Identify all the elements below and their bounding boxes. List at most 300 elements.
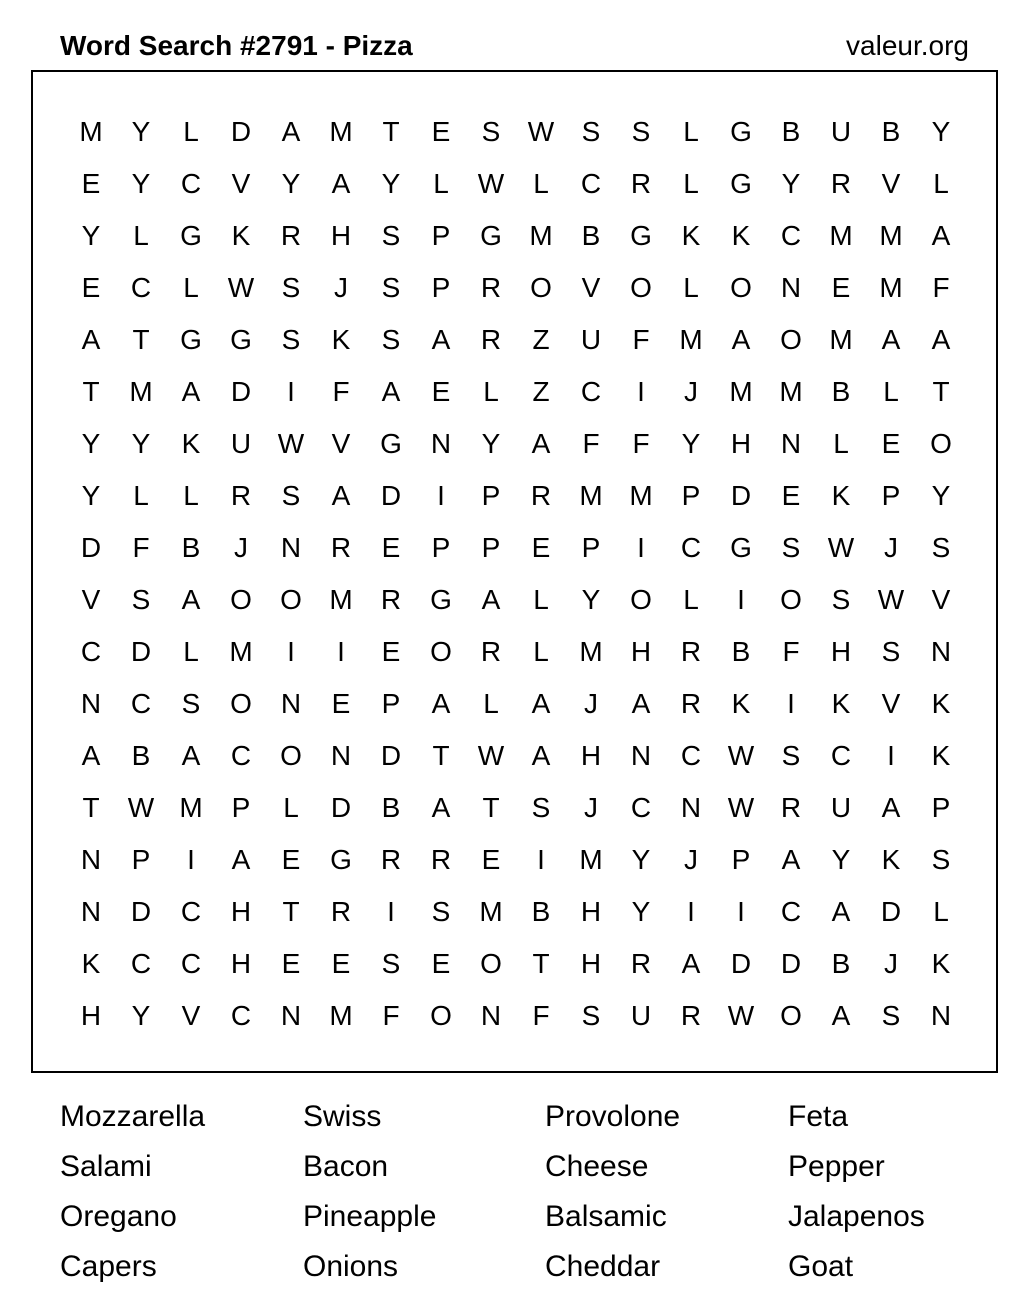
grid-cell[interactable]: L <box>933 896 949 927</box>
grid-cell[interactable]: M <box>529 220 553 251</box>
grid-cell[interactable]: M <box>479 896 503 927</box>
grid-cell[interactable]: G <box>730 532 752 563</box>
grid-cell[interactable]: W <box>727 792 755 823</box>
grid-cell[interactable]: P <box>931 792 951 823</box>
grid-cell[interactable]: Y <box>781 168 801 199</box>
grid-cell[interactable]: V <box>581 272 601 303</box>
grid-cell[interactable]: A <box>531 428 551 459</box>
grid-cell[interactable]: G <box>430 584 452 615</box>
grid-cell[interactable]: S <box>431 896 451 927</box>
grid-cell[interactable]: O <box>780 324 802 355</box>
grid-cell[interactable]: G <box>730 116 752 147</box>
grid-cell[interactable]: R <box>330 532 352 563</box>
grid-cell[interactable]: H <box>830 636 852 667</box>
grid-cell[interactable]: E <box>781 480 801 511</box>
grid-cell[interactable]: N <box>630 740 652 771</box>
grid-cell[interactable]: U <box>830 792 852 823</box>
grid-cell[interactable]: F <box>632 428 650 459</box>
grid-cell[interactable]: C <box>780 896 802 927</box>
grid-cell[interactable]: C <box>630 792 652 823</box>
grid-cell[interactable]: O <box>630 272 652 303</box>
grid-cell[interactable]: C <box>130 272 152 303</box>
grid-cell[interactable]: S <box>581 1000 601 1031</box>
grid-cell[interactable]: C <box>180 948 202 979</box>
grid-cell[interactable]: L <box>683 168 699 199</box>
grid-cell[interactable]: R <box>480 636 502 667</box>
grid-cell[interactable]: D <box>730 948 752 979</box>
grid-cell[interactable]: J <box>334 272 348 303</box>
grid-cell[interactable]: E <box>381 532 401 563</box>
grid-cell[interactable]: L <box>933 168 949 199</box>
grid-cell[interactable]: L <box>683 272 699 303</box>
grid-cell[interactable]: S <box>481 116 501 147</box>
grid-cell[interactable]: R <box>230 480 252 511</box>
grid-cell[interactable]: P <box>431 272 451 303</box>
grid-cell[interactable]: T <box>432 740 450 771</box>
grid-cell[interactable]: D <box>380 740 402 771</box>
grid-cell[interactable]: S <box>931 532 951 563</box>
grid-cell[interactable]: C <box>130 688 152 719</box>
grid-cell[interactable]: A <box>331 168 351 199</box>
grid-cell[interactable]: S <box>531 792 551 823</box>
grid-cell[interactable]: G <box>380 428 402 459</box>
grid-cell[interactable]: E <box>281 844 301 875</box>
grid-cell[interactable]: P <box>131 844 151 875</box>
grid-cell[interactable]: W <box>477 740 505 771</box>
grid-cell[interactable]: J <box>684 376 698 407</box>
grid-cell[interactable]: M <box>829 324 853 355</box>
grid-cell[interactable]: C <box>230 740 252 771</box>
grid-cell[interactable]: W <box>127 792 155 823</box>
grid-cell[interactable]: O <box>780 584 802 615</box>
grid-cell[interactable]: L <box>183 636 199 667</box>
grid-cell[interactable]: E <box>531 532 551 563</box>
grid-cell[interactable]: O <box>280 584 302 615</box>
grid-cell[interactable]: Y <box>831 844 851 875</box>
grid-cell[interactable]: U <box>630 1000 652 1031</box>
grid-cell[interactable]: P <box>731 844 751 875</box>
grid-cell[interactable]: R <box>630 948 652 979</box>
grid-cell[interactable]: M <box>329 584 353 615</box>
grid-cell[interactable]: B <box>881 116 901 147</box>
grid-cell[interactable]: B <box>831 376 851 407</box>
grid-cell[interactable]: M <box>329 1000 353 1031</box>
grid-cell[interactable]: A <box>81 740 101 771</box>
grid-cell[interactable]: A <box>431 792 451 823</box>
grid-cell[interactable]: I <box>337 636 345 667</box>
grid-cell[interactable]: C <box>780 220 802 251</box>
grid-cell[interactable]: B <box>131 740 151 771</box>
grid-cell[interactable]: O <box>930 428 952 459</box>
grid-cell[interactable]: B <box>781 116 801 147</box>
grid-cell[interactable]: Y <box>581 584 601 615</box>
grid-cell[interactable]: G <box>230 324 252 355</box>
grid-cell[interactable]: N <box>80 896 102 927</box>
grid-cell[interactable]: L <box>833 428 849 459</box>
grid-cell[interactable]: S <box>631 116 651 147</box>
grid-cell[interactable]: B <box>381 792 401 823</box>
grid-cell[interactable]: M <box>579 844 603 875</box>
grid-cell[interactable]: I <box>637 376 645 407</box>
grid-cell[interactable]: B <box>581 220 601 251</box>
grid-cell[interactable]: L <box>533 168 549 199</box>
grid-cell[interactable]: P <box>231 792 251 823</box>
grid-cell[interactable]: V <box>231 168 251 199</box>
grid-cell[interactable]: A <box>881 792 901 823</box>
grid-cell[interactable]: K <box>731 688 751 719</box>
grid-cell[interactable]: F <box>532 1000 550 1031</box>
grid-cell[interactable]: P <box>481 532 501 563</box>
grid-cell[interactable]: D <box>780 948 802 979</box>
grid-cell[interactable]: L <box>133 480 149 511</box>
grid-cell[interactable]: N <box>430 428 452 459</box>
grid-cell[interactable]: S <box>131 584 151 615</box>
grid-cell[interactable]: A <box>381 376 401 407</box>
grid-cell[interactable]: U <box>580 324 602 355</box>
grid-cell[interactable]: R <box>530 480 552 511</box>
grid-cell[interactable]: P <box>481 480 501 511</box>
grid-cell[interactable]: S <box>881 1000 901 1031</box>
grid-cell[interactable]: E <box>481 844 501 875</box>
grid-cell[interactable]: E <box>281 948 301 979</box>
grid-cell[interactable]: S <box>281 480 301 511</box>
grid-cell[interactable]: W <box>227 272 255 303</box>
grid-cell[interactable]: L <box>533 584 549 615</box>
grid-cell[interactable]: T <box>932 376 950 407</box>
grid-cell[interactable]: P <box>381 688 401 719</box>
grid-cell[interactable]: R <box>830 168 852 199</box>
grid-cell[interactable]: R <box>680 1000 702 1031</box>
grid-cell[interactable]: N <box>80 688 102 719</box>
grid-cell[interactable]: Z <box>532 376 550 407</box>
grid-cell[interactable]: I <box>187 844 195 875</box>
grid-cell[interactable]: H <box>730 428 752 459</box>
grid-cell[interactable]: F <box>582 428 600 459</box>
grid-cell[interactable]: E <box>831 272 851 303</box>
grid-cell[interactable]: R <box>480 272 502 303</box>
grid-cell[interactable]: A <box>481 584 501 615</box>
grid-cell[interactable]: K <box>931 740 951 771</box>
grid-cell[interactable]: V <box>881 688 901 719</box>
grid-cell[interactable]: M <box>179 792 203 823</box>
grid-cell[interactable]: R <box>280 220 302 251</box>
grid-cell[interactable]: C <box>230 1000 252 1031</box>
grid-cell[interactable]: L <box>483 376 499 407</box>
grid-cell[interactable]: V <box>181 1000 201 1031</box>
grid-cell[interactable]: N <box>680 792 702 823</box>
grid-cell[interactable]: Y <box>681 428 701 459</box>
grid-cell[interactable]: P <box>581 532 601 563</box>
grid-cell[interactable]: S <box>781 532 801 563</box>
grid-cell[interactable]: L <box>533 636 549 667</box>
grid-cell[interactable]: O <box>430 636 452 667</box>
grid-cell[interactable]: R <box>380 584 402 615</box>
grid-cell[interactable]: I <box>387 896 395 927</box>
grid-cell[interactable]: L <box>483 688 499 719</box>
grid-cell[interactable]: Y <box>81 428 101 459</box>
grid-cell[interactable]: F <box>932 272 950 303</box>
grid-cell[interactable]: E <box>431 376 451 407</box>
grid-cell[interactable]: A <box>181 740 201 771</box>
grid-cell[interactable]: I <box>437 480 445 511</box>
grid-cell[interactable]: A <box>181 376 201 407</box>
grid-cell[interactable]: T <box>282 896 300 927</box>
grid-cell[interactable]: T <box>482 792 500 823</box>
grid-cell[interactable]: T <box>532 948 550 979</box>
grid-cell[interactable]: D <box>880 896 902 927</box>
grid-cell[interactable]: M <box>579 480 603 511</box>
grid-cell[interactable]: P <box>881 480 901 511</box>
grid-cell[interactable]: A <box>831 1000 851 1031</box>
grid-cell[interactable]: S <box>381 272 401 303</box>
grid-cell[interactable]: N <box>930 1000 952 1031</box>
grid-cell[interactable]: R <box>380 844 402 875</box>
grid-cell[interactable]: O <box>230 688 252 719</box>
grid-cell[interactable]: E <box>381 636 401 667</box>
grid-cell[interactable]: H <box>230 948 252 979</box>
grid-cell[interactable]: P <box>431 220 451 251</box>
grid-cell[interactable]: I <box>737 896 745 927</box>
grid-cell[interactable]: N <box>480 1000 502 1031</box>
grid-cell[interactable]: M <box>579 636 603 667</box>
grid-cell[interactable]: Y <box>81 480 101 511</box>
grid-cell[interactable]: E <box>81 272 101 303</box>
grid-cell[interactable]: J <box>234 532 248 563</box>
grid-cell[interactable]: I <box>637 532 645 563</box>
grid-cell[interactable]: K <box>881 844 901 875</box>
grid-cell[interactable]: A <box>781 844 801 875</box>
grid-cell[interactable]: N <box>280 688 302 719</box>
grid-cell[interactable]: O <box>280 740 302 771</box>
grid-cell[interactable]: Y <box>131 428 151 459</box>
grid-cell[interactable]: K <box>731 220 751 251</box>
grid-cell[interactable]: B <box>531 896 551 927</box>
grid-cell[interactable]: D <box>230 376 252 407</box>
grid-cell[interactable]: H <box>580 896 602 927</box>
grid-cell[interactable]: A <box>931 324 951 355</box>
grid-cell[interactable]: W <box>477 168 505 199</box>
grid-cell[interactable]: O <box>230 584 252 615</box>
grid-cell[interactable]: L <box>433 168 449 199</box>
grid-cell[interactable]: S <box>181 688 201 719</box>
grid-cell[interactable]: D <box>80 532 102 563</box>
grid-cell[interactable]: I <box>287 636 295 667</box>
grid-cell[interactable]: A <box>331 480 351 511</box>
grid-cell[interactable]: J <box>584 688 598 719</box>
grid-cell[interactable]: N <box>280 1000 302 1031</box>
grid-cell[interactable]: S <box>881 636 901 667</box>
grid-cell[interactable]: N <box>280 532 302 563</box>
grid-cell[interactable]: N <box>780 428 802 459</box>
grid-cell[interactable]: S <box>381 324 401 355</box>
grid-cell[interactable]: Y <box>81 220 101 251</box>
grid-cell[interactable]: R <box>430 844 452 875</box>
grid-cell[interactable]: A <box>631 688 651 719</box>
grid-cell[interactable]: F <box>782 636 800 667</box>
grid-cell[interactable]: A <box>681 948 701 979</box>
grid-cell[interactable]: H <box>330 220 352 251</box>
grid-cell[interactable]: D <box>130 896 152 927</box>
grid-cell[interactable]: P <box>681 480 701 511</box>
grid-cell[interactable]: S <box>931 844 951 875</box>
grid-cell[interactable]: I <box>787 688 795 719</box>
grid-cell[interactable]: U <box>230 428 252 459</box>
grid-cell[interactable]: T <box>82 376 100 407</box>
grid-cell[interactable]: G <box>180 324 202 355</box>
grid-cell[interactable]: V <box>331 428 351 459</box>
grid-cell[interactable]: J <box>584 792 598 823</box>
grid-cell[interactable]: S <box>831 584 851 615</box>
grid-cell[interactable]: S <box>581 116 601 147</box>
grid-cell[interactable]: N <box>330 740 352 771</box>
grid-cell[interactable]: A <box>531 688 551 719</box>
grid-cell[interactable]: M <box>329 116 353 147</box>
grid-cell[interactable]: F <box>332 376 350 407</box>
grid-cell[interactable]: H <box>80 1000 102 1031</box>
grid-cell[interactable]: R <box>480 324 502 355</box>
grid-cell[interactable]: B <box>831 948 851 979</box>
grid-cell[interactable]: H <box>630 636 652 667</box>
grid-cell[interactable]: J <box>684 844 698 875</box>
grid-cell[interactable]: L <box>283 792 299 823</box>
grid-cell[interactable]: L <box>183 480 199 511</box>
grid-cell[interactable]: V <box>881 168 901 199</box>
grid-cell[interactable]: M <box>79 116 103 147</box>
grid-cell[interactable]: E <box>331 688 351 719</box>
grid-cell[interactable]: V <box>81 584 101 615</box>
grid-cell[interactable]: K <box>81 948 101 979</box>
grid-cell[interactable]: L <box>883 376 899 407</box>
grid-cell[interactable]: Y <box>131 168 151 199</box>
grid-cell[interactable]: I <box>737 584 745 615</box>
grid-cell[interactable]: V <box>931 584 951 615</box>
grid-cell[interactable]: G <box>730 168 752 199</box>
grid-cell[interactable]: Y <box>281 168 301 199</box>
grid-cell[interactable]: F <box>132 532 150 563</box>
grid-cell[interactable]: D <box>730 480 752 511</box>
grid-cell[interactable]: G <box>180 220 202 251</box>
grid-cell[interactable]: D <box>230 116 252 147</box>
grid-cell[interactable]: Y <box>631 844 651 875</box>
grid-cell[interactable]: M <box>779 376 803 407</box>
grid-cell[interactable]: J <box>884 948 898 979</box>
grid-cell[interactable]: Y <box>931 480 951 511</box>
grid-cell[interactable]: K <box>931 948 951 979</box>
grid-cell[interactable]: I <box>287 376 295 407</box>
grid-cell[interactable]: A <box>931 220 951 251</box>
grid-cell[interactable]: U <box>830 116 852 147</box>
grid-cell[interactable]: C <box>180 168 202 199</box>
grid-cell[interactable]: T <box>382 116 400 147</box>
grid-cell[interactable]: C <box>580 168 602 199</box>
grid-cell[interactable]: C <box>680 532 702 563</box>
grid-cell[interactable]: N <box>780 272 802 303</box>
grid-cell[interactable]: Y <box>931 116 951 147</box>
grid-cell[interactable]: B <box>181 532 201 563</box>
grid-cell[interactable]: A <box>81 324 101 355</box>
grid-cell[interactable]: I <box>687 896 695 927</box>
grid-cell[interactable]: A <box>431 688 451 719</box>
grid-cell[interactable]: O <box>530 272 552 303</box>
grid-cell[interactable]: H <box>230 896 252 927</box>
grid-cell[interactable]: O <box>630 584 652 615</box>
grid-cell[interactable]: W <box>727 740 755 771</box>
grid-cell[interactable]: Z <box>532 324 550 355</box>
grid-cell[interactable]: A <box>731 324 751 355</box>
grid-cell[interactable]: M <box>729 376 753 407</box>
grid-cell[interactable]: L <box>183 272 199 303</box>
grid-cell[interactable]: H <box>580 740 602 771</box>
grid-cell[interactable]: M <box>879 272 903 303</box>
grid-cell[interactable]: S <box>781 740 801 771</box>
grid-cell[interactable]: A <box>431 324 451 355</box>
grid-cell[interactable]: J <box>884 532 898 563</box>
grid-cell[interactable]: Y <box>481 428 501 459</box>
grid-cell[interactable]: D <box>380 480 402 511</box>
grid-cell[interactable]: S <box>381 220 401 251</box>
grid-cell[interactable]: O <box>730 272 752 303</box>
grid-cell[interactable]: T <box>82 792 100 823</box>
grid-cell[interactable]: M <box>879 220 903 251</box>
grid-cell[interactable]: G <box>630 220 652 251</box>
grid-cell[interactable]: L <box>683 584 699 615</box>
grid-cell[interactable]: K <box>831 688 851 719</box>
grid-cell[interactable]: W <box>527 116 555 147</box>
grid-cell[interactable]: R <box>680 688 702 719</box>
grid-cell[interactable]: H <box>580 948 602 979</box>
grid-cell[interactable]: K <box>331 324 351 355</box>
grid-cell[interactable]: G <box>330 844 352 875</box>
grid-cell[interactable]: L <box>683 116 699 147</box>
grid-cell[interactable]: O <box>480 948 502 979</box>
grid-cell[interactable]: E <box>331 948 351 979</box>
grid-cell[interactable]: Y <box>131 1000 151 1031</box>
grid-cell[interactable]: O <box>430 1000 452 1031</box>
grid-cell[interactable]: A <box>531 740 551 771</box>
grid-cell[interactable]: R <box>680 636 702 667</box>
grid-cell[interactable]: C <box>830 740 852 771</box>
grid-cell[interactable]: K <box>181 428 201 459</box>
grid-cell[interactable]: M <box>229 636 253 667</box>
grid-cell[interactable]: F <box>382 1000 400 1031</box>
grid-cell[interactable]: E <box>431 116 451 147</box>
grid-cell[interactable]: O <box>780 1000 802 1031</box>
grid-cell[interactable]: C <box>580 376 602 407</box>
grid-cell[interactable]: L <box>133 220 149 251</box>
grid-cell[interactable]: K <box>231 220 251 251</box>
grid-cell[interactable]: W <box>877 584 905 615</box>
grid-cell[interactable]: R <box>780 792 802 823</box>
grid-cell[interactable]: S <box>281 272 301 303</box>
grid-cell[interactable]: D <box>330 792 352 823</box>
grid-cell[interactable]: C <box>80 636 102 667</box>
grid-cell[interactable]: M <box>829 220 853 251</box>
grid-cell[interactable]: T <box>132 324 150 355</box>
grid-cell[interactable]: W <box>727 1000 755 1031</box>
grid-cell[interactable]: A <box>181 584 201 615</box>
grid-cell[interactable]: E <box>81 168 101 199</box>
grid-cell[interactable]: S <box>381 948 401 979</box>
grid-cell[interactable]: R <box>630 168 652 199</box>
grid-cell[interactable]: D <box>130 636 152 667</box>
grid-cell[interactable]: Y <box>381 168 401 199</box>
grid-cell[interactable]: Y <box>631 896 651 927</box>
grid-cell[interactable]: P <box>431 532 451 563</box>
grid-cell[interactable]: K <box>831 480 851 511</box>
grid-cell[interactable]: W <box>827 532 855 563</box>
grid-cell[interactable]: C <box>130 948 152 979</box>
grid-cell[interactable]: N <box>930 636 952 667</box>
